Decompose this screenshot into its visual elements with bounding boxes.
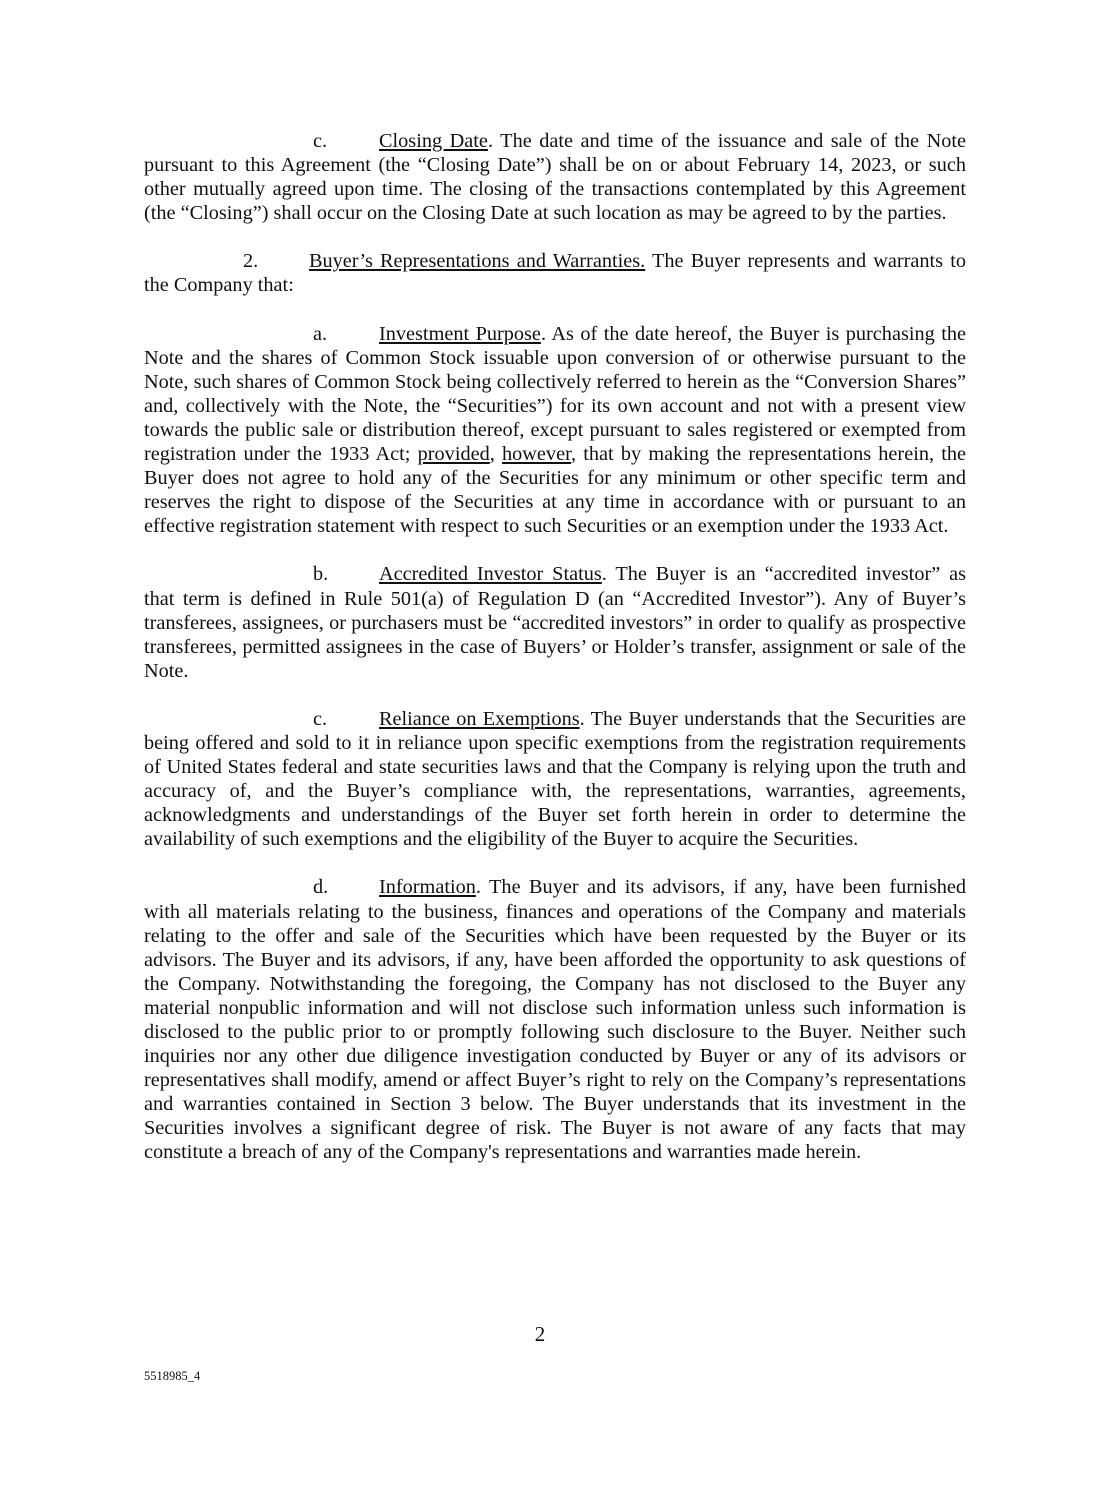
- paragraph-label: b.: [313, 563, 329, 586]
- paragraph-heading: Accredited Investor Status: [379, 563, 602, 586]
- paragraph-accredited-investor-status: [144, 562, 966, 682]
- paragraph-investment-purpose: [144, 322, 966, 539]
- paragraph-text: . As of the date hereof, the Buyer is purchasing the Note and the shares of Common Stock issuable upon conversion of or otherwise pursuant to the Note, such shares of Common Stock being collectively referred to herein as the “Conversion Shares” and, collectively with the Note, the “Securities”) for its own account and not with a present view towards the public sale or distribution thereof, except pursuant to sales registered or exempted from registration under the 1933 Act;: [144, 322, 966, 466]
- document-body: [144, 129, 966, 1165]
- paragraph-text: ,: [489, 443, 502, 466]
- paragraph-information: [144, 875, 966, 1164]
- paragraph-text: . The Buyer understands that the Securities are being offered and sold to it in reliance upon specific exemptions from the registration requirements of United States federal and state securities laws and that the Company is relying upon the truth and accuracy of, and the Buyer’s compliance with, the representations, warranties, agreements, acknowledgments and understandings of the Buyer set forth herein in order to determine the availability of such exemptions and the eligibility of the Buyer to acquire the Securities.: [144, 707, 966, 851]
- paragraph-heading: Investment Purpose: [379, 322, 541, 345]
- paragraph-text: , that by making the representations herein, the Buyer does not agree to hold any of the Securities for any minimum or other specific term and reserves the right to dispose of the Securities at any time in accordance with or pursuant to an effective registration statement with respect to such Securities or an exemption under the 1933 Act.: [144, 443, 967, 538]
- section-buyers-representations: [144, 249, 966, 297]
- page-number: 2: [534, 1322, 546, 1346]
- paragraph-reliance-on-exemptions: [144, 707, 966, 852]
- paragraph-heading: Reliance on Exemptions: [379, 707, 580, 730]
- paragraph-label: a.: [313, 322, 328, 345]
- provided-term: provided: [417, 443, 490, 466]
- section-number: 2.: [243, 250, 259, 273]
- paragraph-text: . The Buyer and its advisors, if any, have been furnished with all materials relating to the business, finances and operations of the Company and materials relating to the offer and sale of the Securities which have been requested by the Buyer or its advisors. The Buyer and its advisors, if any, have been afforded the opportunity to ask questions of the Company. Notwithstanding the foregoing, the Company has not disclosed to the Buyer any material nonpublic information and will not disclose such information unless such information is disclosed to the public prior to or promptly following such disclosure to the Buyer. Neither such inquiries nor any other due diligence investigation conducted by Buyer or any of its advisors or representatives shall modify, amend or affect Buyer’s right to rely on the Company’s representations and warranties contained in Section 3 below. The Buyer understands that its investment in the Securities involves a significant degree of risk. The Buyer is not aware of any facts that may constitute a breach of any of the Company's representations and warranties made herein.: [144, 876, 966, 1164]
- paragraph-heading: Information: [379, 876, 476, 899]
- paragraph-label: d.: [313, 876, 329, 899]
- however-term: however: [502, 443, 572, 466]
- document-id: 5518985_4: [144, 1369, 201, 1383]
- paragraph-text: . The Buyer is an “accredited investor” as that term is defined in Rule 501(a) of Regulation D (an “Accredited Investor”). Any of Buyer’s transferees, assignees, or purchasers must be “accredited investors” in order to qualify as prospective transferees, permitted assignees in the case of Buyers’ or Holder’s transfer, assignment or sale of the Note.: [144, 563, 966, 682]
- section-heading: Buyer’s Representations and Warranties.: [309, 250, 646, 273]
- paragraph-label: c.: [313, 707, 328, 730]
- section-text: The Buyer represents and warrants to the Company that:: [144, 250, 967, 297]
- paragraph-text: . The date and time of the issuance and sale of the Note pursuant to this Agreement (the “Closing Date”) shall be on or about February 14, 2023, or such other mutually agreed upon time. The closing of the transactions contemplated by this Agreement (the “Closing”) shall occur on the Closing Date at such location as may be agreed to by the parties.: [144, 130, 966, 225]
- paragraph-heading: Closing Date: [379, 130, 488, 152]
- paragraph-closing-date: [144, 129, 966, 225]
- paragraph-label: c.: [313, 130, 328, 152]
